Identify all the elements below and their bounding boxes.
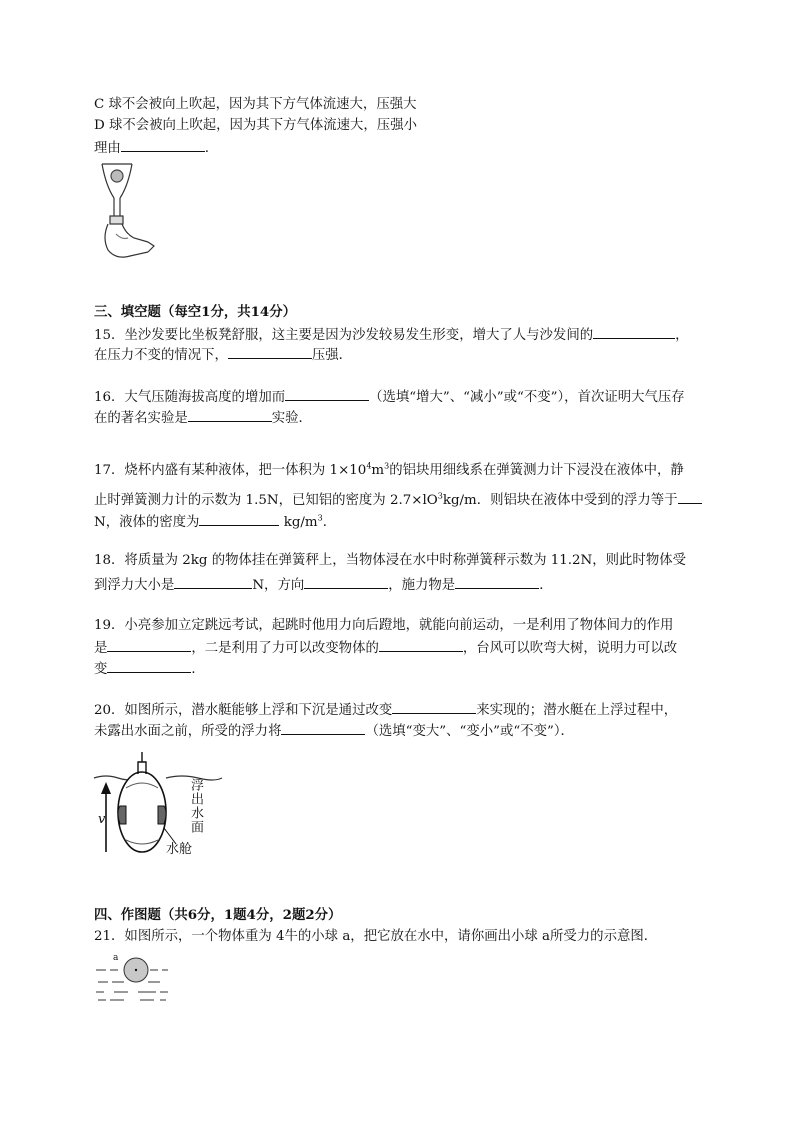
answer-blank[interactable] bbox=[379, 638, 463, 652]
q15-line1 bbox=[94, 325, 689, 345]
q20-line2 bbox=[94, 721, 574, 741]
section3-heading: 三、填空题（每空1分，共14分） bbox=[94, 304, 297, 320]
q17-exp2: 3 bbox=[384, 461, 390, 471]
q19-line2 bbox=[94, 638, 677, 658]
q15-text2-end: 压强． bbox=[311, 348, 353, 363]
answer-blank[interactable] bbox=[678, 490, 702, 504]
answer-blank[interactable] bbox=[593, 325, 675, 339]
reason-line bbox=[94, 138, 209, 158]
option-c: C 球不会被向上吹起，因为其下方气体流速大，压强大 bbox=[94, 97, 417, 112]
answer-blank[interactable] bbox=[285, 387, 369, 401]
ball-in-water-figure bbox=[94, 954, 174, 1006]
ballast-tank-right bbox=[158, 806, 166, 824]
q19-text2a: 是 bbox=[94, 641, 108, 656]
q18-line1: 18．将质量为 2kg 的物体挂在弹簧秤上，当物体浸在水中时称弹簧秤示数为 11.2N，则此时物体受 bbox=[94, 553, 686, 568]
reason-end: . bbox=[204, 141, 210, 156]
q17-text3a: N，液体的密度为 bbox=[94, 515, 200, 530]
q15-text1: 15．坐沙发要比坐板凳舒服，这主要是因为沙发较易发生形变，增大了人与沙发间的 bbox=[94, 328, 594, 343]
q17-unit: m bbox=[371, 463, 385, 478]
q16-text1a: 16．大气压随海拔高度的增加而 bbox=[94, 390, 286, 405]
answer-blank[interactable] bbox=[121, 138, 205, 152]
answer-blank[interactable] bbox=[199, 512, 279, 526]
q15-line2 bbox=[94, 345, 352, 365]
q17-text2a: 止时弹簧测力计的示数为 1.5N，已知铝的密度为 2.7×lO bbox=[94, 493, 438, 508]
q18-text2a: 到浮力大小是 bbox=[94, 578, 175, 593]
q16-line2 bbox=[94, 408, 312, 428]
q17-text1c: 的铝块用细线系在弹簧测力计下浸没在液体中，静 bbox=[389, 463, 684, 478]
ball-center-dot bbox=[135, 969, 137, 971]
q20-line1 bbox=[94, 700, 677, 720]
q15-text2: 在压力不变的情况下， bbox=[94, 348, 228, 363]
ball-label: a bbox=[113, 953, 119, 963]
q18-text2c: ，施力物是 bbox=[388, 578, 456, 593]
q19-line1: 19．小亮参加立定跳远考试，起跳时他用力向后蹬地，就能向前运动，一是利用了物体间力的作用 bbox=[94, 618, 674, 633]
q16-text2a: 在的著名实验是 bbox=[94, 411, 188, 426]
surface-label: 浮出水面 bbox=[188, 778, 203, 834]
q19-text3a: 变 bbox=[94, 662, 108, 677]
q17-text3b: kg/m bbox=[279, 515, 318, 530]
q16-line1 bbox=[94, 387, 685, 407]
q17-exp1: 4 bbox=[366, 461, 372, 471]
q19-text2b: ，二是利用了力可以改变物体的 bbox=[191, 641, 379, 656]
option-d: D 球不会被向上吹起，因为其下方气体流速大，压强小 bbox=[94, 118, 417, 133]
q17-line1 bbox=[94, 462, 684, 480]
q17-text2b: kg/m．则铝块在液体中受到的浮力等于 bbox=[442, 493, 678, 508]
answer-blank[interactable] bbox=[107, 659, 191, 673]
velocity-label: v bbox=[98, 812, 106, 827]
q20-text2b: （选填“变大”、“变小”或“不变”）． bbox=[365, 724, 574, 739]
ballast-tank-left bbox=[118, 806, 126, 824]
q19-line3 bbox=[94, 659, 205, 679]
answer-blank[interactable] bbox=[107, 638, 191, 652]
answer-blank[interactable] bbox=[281, 721, 365, 735]
q18-text2b: N，方向 bbox=[252, 578, 305, 593]
answer-blank[interactable] bbox=[392, 700, 476, 714]
q19-text2c: ，台风可以吹弯大树，说明力可以改 bbox=[462, 641, 678, 656]
q19-text3-end: ． bbox=[191, 662, 205, 677]
answer-blank[interactable] bbox=[455, 575, 539, 589]
q17-exp3: 3 bbox=[437, 491, 443, 501]
q21-line1: 21．如图所示，一个物体重为 4牛的小球 a，把它放在水中，请你画出小球 a所受力的示意图． bbox=[94, 929, 658, 944]
funnel-ball-figure bbox=[96, 160, 160, 264]
q20-text1a: 20．如图所示，潜水艇能够上浮和下沉是通过改变 bbox=[94, 703, 393, 718]
q16-text2b: 实验． bbox=[271, 411, 312, 426]
q17-line2 bbox=[94, 490, 702, 510]
q18-line2 bbox=[94, 575, 553, 595]
answer-blank[interactable] bbox=[188, 408, 272, 422]
answer-blank[interactable] bbox=[174, 575, 252, 589]
answer-blank[interactable] bbox=[228, 345, 312, 359]
reason-label: 理由 bbox=[94, 141, 121, 156]
q17-text3-end: ． bbox=[322, 515, 337, 530]
q17-exp4: 3 bbox=[317, 513, 323, 523]
answer-blank[interactable] bbox=[304, 575, 388, 589]
q16-text1b: （选填“增大”、“减小”或“不变”），首次证明大气压存 bbox=[369, 390, 685, 405]
section4-heading: 四、作图题（共6分，1题4分，2题2分） bbox=[94, 907, 342, 923]
tank-label: 水舱 bbox=[166, 842, 193, 857]
velocity-arrowhead bbox=[101, 782, 111, 794]
q17-line3 bbox=[94, 512, 336, 532]
q18-text2-end: ． bbox=[539, 578, 553, 593]
q20-text1b: 来实现的；潜水艇在上浮过程中， bbox=[476, 703, 678, 718]
q17-text1a: 17．烧杯内盛有某种液体，把一体积为 1×10 bbox=[94, 463, 367, 478]
q15-text1-end: ， bbox=[675, 328, 689, 343]
q20-text2a: 未露出水面之前，所受的浮力将 bbox=[94, 724, 282, 739]
